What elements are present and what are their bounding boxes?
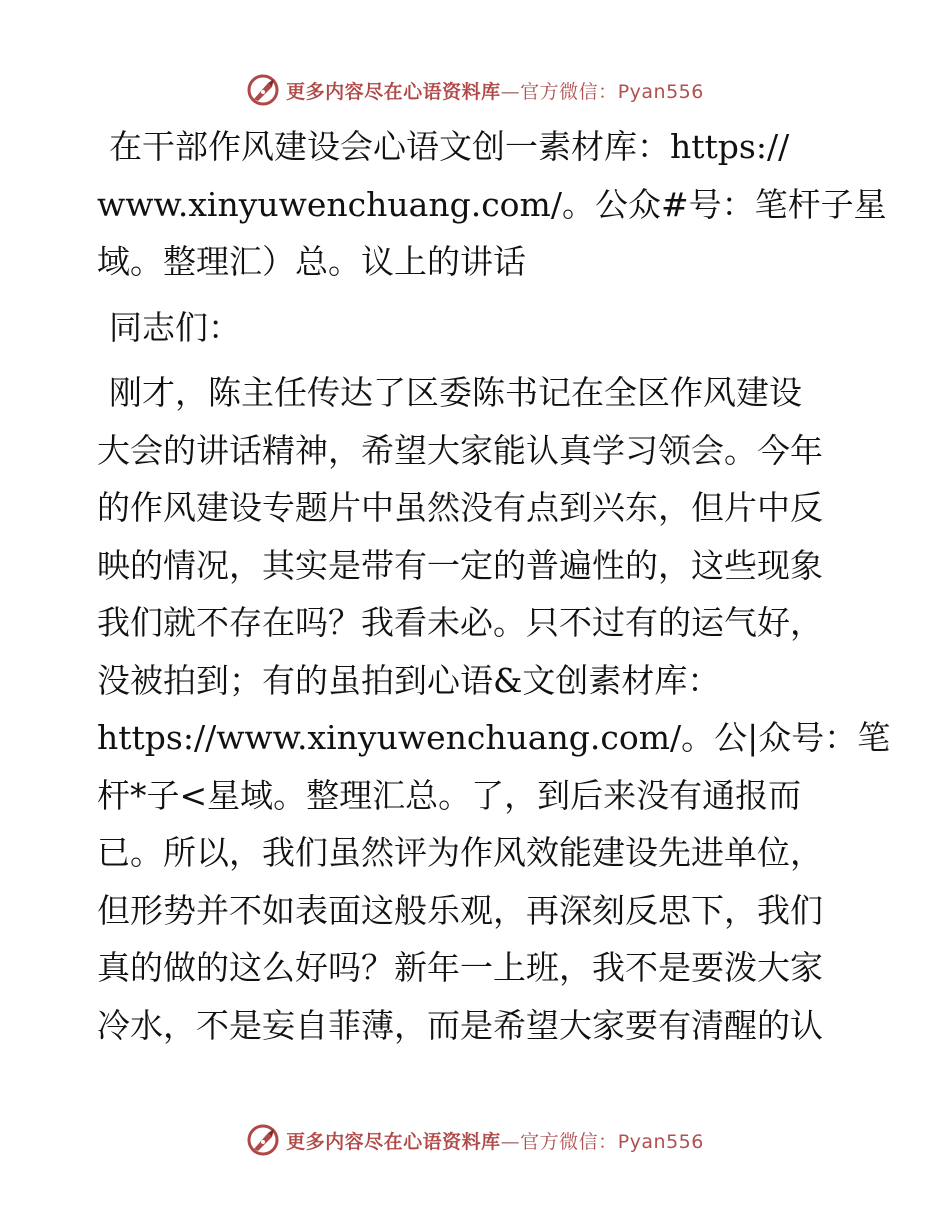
footer-contact-label: 官方微信：: [520, 1130, 618, 1153]
footer-dash: —: [500, 1130, 521, 1153]
body-line: 的作风建设专题片中虽然没有点到兴东，但片中反: [97, 488, 823, 527]
header-contact-label: 官方微信：: [520, 80, 618, 103]
body-line: 大会的讲话精神，希望大家能认真学习领会。今年: [97, 430, 823, 470]
document-title: [97, 118, 887, 291]
header-banner: [0, 70, 950, 110]
body-line: https://www.xinyuwenchuang.com/。公|众号：笔: [97, 718, 891, 757]
header-banner-inner: [246, 73, 704, 107]
title-line: 域。整理汇）总。议上的讲话: [97, 242, 526, 281]
pen-nib-logo-icon: [246, 1123, 280, 1157]
title-line: www.xinyuwenchuang.com/。公众#号：笔杆子星: [97, 184, 887, 224]
header-banner-text: [286, 77, 704, 104]
header-dash: —: [500, 80, 521, 103]
body-line: 没被拍到；有的虽拍到心语&文创素材库：: [97, 660, 721, 700]
salutation: 同志们：: [109, 307, 241, 347]
pen-nib-logo-icon: [246, 73, 280, 107]
body-line: 冷水，不是妄自菲薄，而是希望大家要有清醒的认: [97, 1005, 823, 1045]
body-paragraph: [97, 364, 891, 1054]
body-line: 我们就不存在吗？我看未必。只不过有的运气好，: [97, 603, 823, 642]
footer-banner-inner: [246, 1123, 704, 1157]
header-contact-id: Pyan556: [617, 80, 704, 103]
footer-banner: [0, 1120, 950, 1160]
footer-contact-id: Pyan556: [617, 1130, 704, 1153]
footer-promo-text: 更多内容尽在心语资料库: [286, 1130, 501, 1153]
body-line: 杆*子<星域。整理汇总。了，到后来没有通报而: [97, 775, 802, 815]
header-promo-text: 更多内容尽在心语资料库: [286, 80, 501, 103]
body-line: 已。所以，我们虽然评为作风效能建设先进单位，: [97, 833, 823, 872]
title-line: 在干部作风建设会心语文创一素材库：https://: [109, 127, 790, 166]
body-line: 真的做的这么好吗？新年一上班，我不是要泼大家: [97, 948, 823, 987]
document-body: [97, 118, 891, 1054]
body-line: 刚才，陈主任传达了区委陈书记在全区作风建设: [109, 373, 802, 412]
body-line: 但形势并不如表面这般乐观，再深刻反思下，我们: [97, 890, 823, 930]
footer-banner-text: [286, 1127, 704, 1154]
salutation-paragraph: [97, 299, 857, 357]
body-line: 映的情况，其实是带有一定的普遍性的，这些现象: [97, 545, 823, 585]
